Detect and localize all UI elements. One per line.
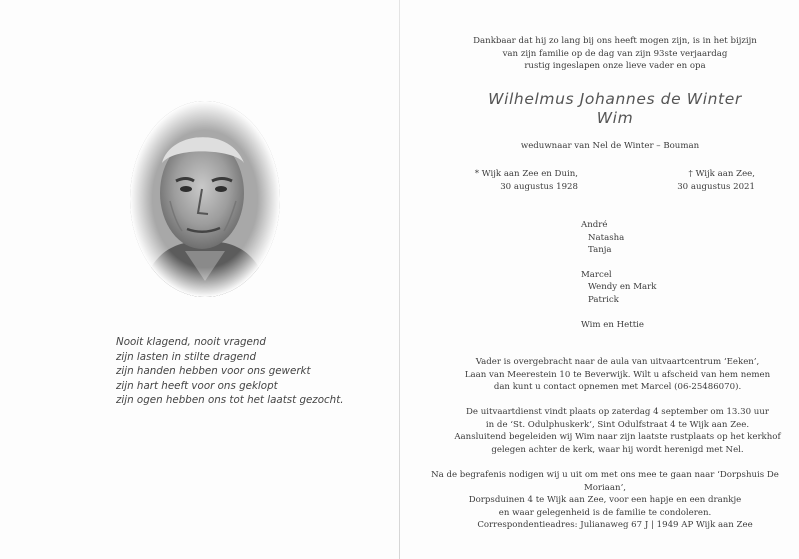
poem-line: Nooit klagend, nooit vragend — [116, 336, 266, 348]
deceased-name — [440, 90, 790, 128]
family-member: Patrick — [588, 294, 619, 305]
paragraph-line: Aansluitend begeleiden wij Wim naar zijn laatste rustplaats op het kerkhof — [454, 432, 781, 443]
paragraph-line: Vader is overgebracht naar de aula van uitvaartcentrum ‘Eeken’, — [475, 357, 760, 367]
birth-place: * Wijk aan Zee en Duin, — [474, 169, 578, 179]
family-gap — [581, 307, 731, 319]
poem-line: zijn lasten in stilte dragend — [116, 350, 257, 363]
right-page — [400, 0, 799, 559]
birth-info — [458, 168, 578, 193]
intro-line: rustig ingeslapen onze lieve vader en opa — [524, 61, 706, 72]
paragraph-line: De uitvaartdienst vindt plaats op zaterdag 4 september om 13.30 uur — [466, 407, 769, 417]
paragraph-line: Na de begrafenis nodigen wij u uit om met ons mee te gaan naar ‘Dorpshuis De Moriaan’, — [431, 470, 779, 493]
correspondence-address: Correspondentieadres: Julianaweg 67 J | 1949 AP Wijk aan Zee — [477, 520, 753, 530]
viewing-paragraph — [455, 356, 780, 394]
portrait-photo — [130, 101, 280, 297]
paragraph-line: Laan van Meerestein 10 te Beverwijk. Wilt u afscheid van hem nemen — [464, 369, 771, 380]
full-name: Wilhelmus Johannes de Winter — [488, 90, 742, 108]
family-member: Marcel — [581, 269, 612, 280]
intro-line: van zijn familie op de dag van zijn 93ste verjaardag — [502, 48, 728, 59]
reception-paragraph — [410, 469, 799, 519]
poem — [116, 335, 396, 408]
family-member: Wim en Hettie — [581, 319, 644, 330]
death-info — [645, 168, 755, 193]
death-place: † Wijk aan Zee, — [688, 169, 755, 179]
poem-line: zijn hart heeft voor ons geklopt — [116, 379, 278, 392]
paragraph-line: dan kunt u contact opnemen met Marcel (06-25486070). — [493, 382, 742, 393]
intro-line: Dankbaar dat hij zo lang bij ons heeft mogen zijn, is in het bijzijn — [473, 36, 757, 46]
paragraph-line: in de ‘St. Odulphuskerk’, Sint Odulfstraat 4 te Wijk aan Zee. — [485, 419, 750, 430]
family-member: André — [581, 220, 608, 230]
paragraph-line: Dorpsduinen 4 te Wijk aan Zee, voor een hapje en een drankje — [468, 495, 742, 506]
poem-line: zijn ogen hebben ons tot het laatst gezocht. — [116, 394, 344, 407]
poem-line: zijn handen hebben voor ons gewerkt — [116, 365, 311, 378]
paragraph-line: en waar gelegenheid is de familie te condoleren. — [498, 507, 712, 518]
portrait-illustration — [130, 101, 280, 297]
death-date: 30 augustus 2021 — [677, 181, 755, 192]
family-member: Natasha — [588, 232, 625, 243]
nickname: Wim — [596, 109, 634, 127]
left-page — [0, 0, 399, 559]
family-gap — [581, 257, 731, 269]
family-list — [581, 219, 731, 331]
paragraph-line: gelegen achter de kerk, waar hij wordt herenigd met Nel. — [491, 444, 744, 455]
family-member: Tanja — [588, 245, 612, 256]
service-paragraph — [445, 406, 790, 456]
family-member: Wendy en Mark — [588, 282, 657, 293]
widower-line: weduwnaar van Nel de Winter – Bouman — [520, 141, 700, 151]
birth-date: 30 augustus 1928 — [500, 181, 578, 192]
intro-text — [450, 35, 780, 73]
